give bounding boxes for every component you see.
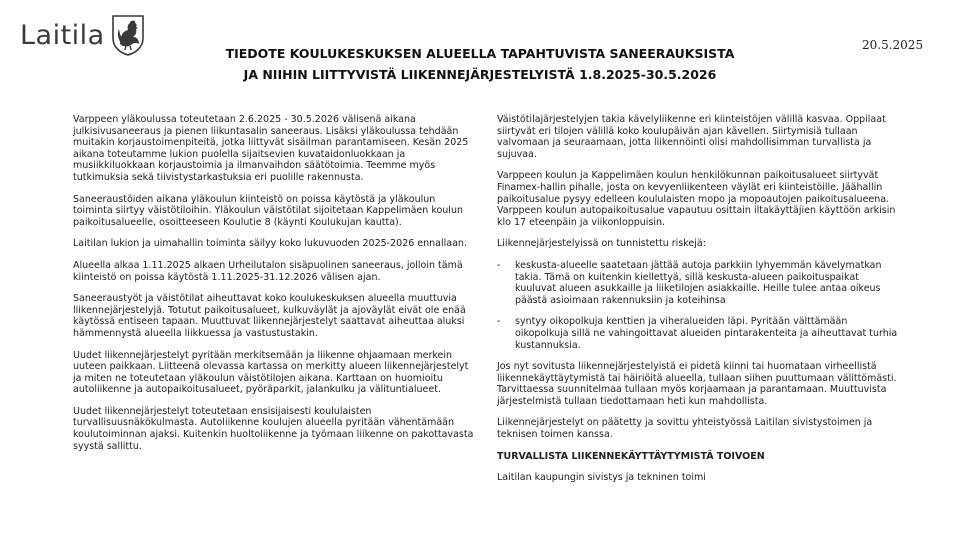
paragraph: Saneeraustöiden aikana yläkoulun kiinteistö on poissa käytöstä ja yläkoulun toiminta siirtyy väistötiloihin. Yläkoulun väistötilat sijoitetaan Kappelimäen koulun paikoitusalueelle, osoitteeseen Koulutie 8 (käynti Koulukujan kautta). [73,193,463,228]
list-item-text: keskusta-alueelle saatetaan jättää autoja parkkiin lyhyemmän kävelymatkan takia. Tämä on kuitenkin kiellettyä, sillä keskusta-alueen paikoituspaikat kuuluvat alueen asukkaille ja liiketilojen asiakkaille. Heille tulee antaa oikeus päästä asioimaan rakennuksiin ja koteihinsa [515,259,882,306]
list-item [497,316,900,351]
title-line-2: JA NIIHIN LIITTYVISTÄ LIIKENNEJÄRJESTELYISTÄ 1.8.2025-30.5.2026 [243,67,717,82]
paragraph: Jos nyt sovitusta liikennejärjestelyistä ei pidetä kiinni tai huomataan virheellistä liikennekäyttäytymistä tai häiriöitä alueella, tullaan siihen puuttumaan välittömästi. Tarvittaessa suunnitelmaa tullaan myös korjaamaan ja parantamaan. Muuttuvista järjestelmistä tullaan tiedottamaan heti kun mahdollista. [497,361,897,407]
left-column [73,114,475,462]
paragraph: Varppeen koulun ja Kappelimäen koulun henkilökunnan paikoitusalueet siirtyvät Finamex-hallin pihalle, josta on kevyenliikenteen väylät eri kiinteistöille. Jäähallin paikoitusalue pysyy edelleen koululaisten mopo ja mopoautojen paikoitusalueena. Varppeen koulun autopaikoitusalue vapautuu osittain iltakäyttäjien käyttöön arkisin klo 17 eteenpäin ja viikonloppuisin. [497,170,896,228]
document-title [210,43,750,85]
paragraph: Uudet liikennejärjestelyt pyritään merkitsemään ja liikenne ohjaamaan merkein uuteen paikkaan. Liitteenä olevassa kartassa on merkitty alueen liikennejärjestelyt ja miten ne toteutetaan yläkoulun väistötilojen aikana. Karttaan on huomioitu autoliikenne ja autopaikoitusalueet, pyöräparkit, jalankulku ja välituntialueet. [73,349,469,396]
list-item [497,260,900,306]
paragraph: Alueella alkaa 1.11.2025 alkaen Urheilutalon sisäpuolinen saneeraus, jolloin tämä kiinteistö on poissa käytöstä 1.11.2025-31.12.2026 välisen ajan. [73,259,463,283]
paragraph: Varppeen yläkoulussa toteutetaan 2.6.2025 - 30.5.2026 välisenä aikana julkisivusaneeraus ja pienen liikuntasalin saneeraus. Lisäksi yläkoulussa tehdään muitakin korjaustoimenpiteitä, jotka liittyvät sisäilman parantamiseen. Kesän 2025 aikana toteutamme lukion puolella sijaitsevien kuvataidonluokkaan ja musiikkiluokkaan korjaustoimia ja ilmanvaihdon säätötoimia. Teemme myös tutkimuksia sekä tiivistystarkastuksia eri puolille rakennusta. [73,114,469,183]
risk-list [497,260,900,351]
closing-slogan: TURVALLISTA LIIKENNEKÄYTTÄYTYMISTÄ TOIVOEN [497,450,765,462]
logo-text: Laitila [20,19,105,51]
bullet-marker: - [497,259,501,271]
logo [20,14,145,56]
title-line-1: TIEDOTE KOULUKESKUKSEN ALUEELLA TAPAHTUVISTA SANEERAUKSISTA [225,46,735,61]
paragraph: Liikennejärjestelyissä on tunnistettu riskejä: [497,238,706,250]
bullet-marker: - [497,316,501,328]
list-item-text: syntyy oikopolkuja kenttien ja viheralueiden läpi. Pyritään välttämään oikopolkuja sillä ne vahingoittavat alueiden pintarakenteita ja aiheuttavat turhia kustannuksia. [515,316,898,351]
paragraph: Väistötilajärjestelyjen takia kävelyliikenne eri kiinteistöjen välillä kasvaa. Oppilaat siirtyvät eri tilojen välillä koko koulupäivän ajan kävellen. Siirtymisiä tullaan valvomaan ja seuraamaan, jotta liikennöinti olisi mahdollisimman turvallista ja sujuvaa. [497,114,886,160]
paragraph: Uudet liikennejärjestelyt toteutetaan ensisijaisesti koululaisten turvallisuusnäkökulmasta. Autoliikenne koulujen alueella pyritään vähentämään koulutoiminnan ajaksi. Kuitenkin huoltoliikenne ja työmaan liikenne on pakottavasta syystä sallittu. [73,405,474,452]
right-column [497,114,900,494]
paragraph: Saneeraustyöt ja väistötilat aiheuttavat koko koulukeskuksen alueella muuttuvia liikennejärjestelyjä. Totutut paikoitusalueet, kulkuväylät ja ajoväylät eivät ole enää käytössä entiseen tapaan. Muuttuvat liikennejärjestelyt saattavat aiheuttaa aluksi hämmennystä alueella liikkuessa ja vastustustakin. [73,293,466,339]
paragraph: Laitilan lukion ja uimahallin toiminta säilyy koko lukuvuoden 2025-2026 ennallaan. [73,238,467,250]
paragraph: Liikennejärjestelyt on päätetty ja sovittu yhteistyössä Laitilan sivistystoimen ja teknisen toimen kanssa. [497,417,873,441]
rooster-crest-icon [111,14,145,56]
document-date: 20.5.2025 [862,38,924,52]
signature-line: Laitilan kaupungin sivistys ja tekninen toimi [497,472,706,484]
